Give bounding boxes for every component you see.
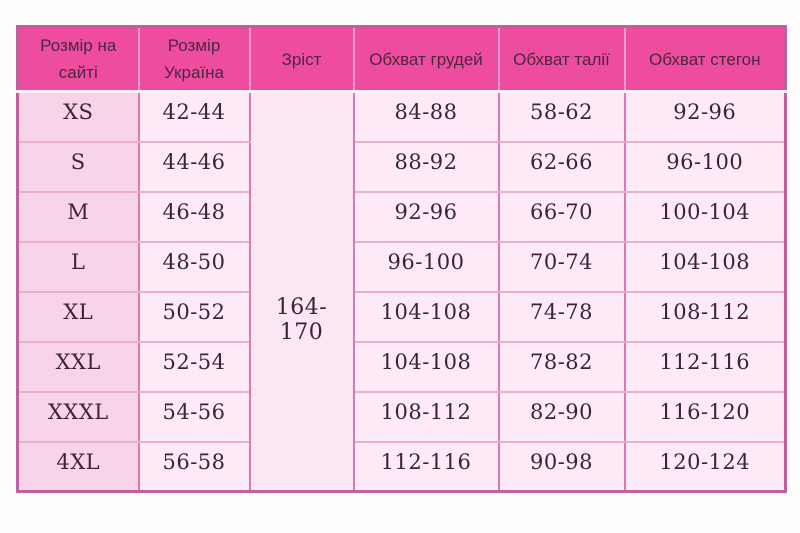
cell-hips: 92-96: [625, 92, 786, 142]
cell-chest: 84-88: [354, 92, 499, 142]
table-row-4xl: [18, 442, 786, 492]
header-waist: Обхват талії: [499, 27, 625, 92]
cell-waist: 74-78: [499, 292, 625, 342]
header-height: Зріст: [250, 27, 354, 92]
cell-hips: 100-104: [625, 192, 786, 242]
cell-hips: 108-112: [625, 292, 786, 342]
table-row-xs: [18, 92, 786, 142]
table-row-xl: [18, 292, 786, 342]
cell-waist: 62-66: [499, 142, 625, 192]
cell-site-size: M: [18, 192, 139, 242]
cell-hips: 96-100: [625, 142, 786, 192]
cell-site-size: XL: [18, 292, 139, 342]
height-value: 164-170: [275, 294, 328, 345]
cell-height-merged: [250, 92, 354, 492]
cell-waist: 82-90: [499, 392, 625, 442]
cell-hips: 116-120: [625, 392, 786, 442]
cell-site-size: XS: [18, 92, 139, 142]
cell-waist: 58-62: [499, 92, 625, 142]
cell-chest: 104-108: [354, 292, 499, 342]
cell-ua-size: 56-58: [139, 442, 250, 492]
cell-chest: 88-92: [354, 142, 499, 192]
size-chart-table: [16, 25, 787, 493]
cell-ua-size: 54-56: [139, 392, 250, 442]
cell-waist: 66-70: [499, 192, 625, 242]
header-size-ua: Розмір Україна: [139, 27, 250, 92]
cell-site-size: S: [18, 142, 139, 192]
cell-ua-size: 52-54: [139, 342, 250, 392]
cell-site-size: L: [18, 242, 139, 292]
cell-hips: 120-124: [625, 442, 786, 492]
table-row-xxxl: [18, 392, 786, 442]
cell-site-size: 4XL: [18, 442, 139, 492]
table-row-m: [18, 192, 786, 242]
header-size-site: Розмір на сайті: [18, 27, 139, 92]
cell-ua-size: 42-44: [139, 92, 250, 142]
cell-chest: 96-100: [354, 242, 499, 292]
cell-hips: 104-108: [625, 242, 786, 292]
header-chest: Обхват грудей: [354, 27, 499, 92]
header-hips: Обхват стегон: [625, 27, 786, 92]
cell-site-size: XXXL: [18, 392, 139, 442]
header-row: [18, 27, 786, 92]
cell-waist: 78-82: [499, 342, 625, 392]
cell-ua-size: 44-46: [139, 142, 250, 192]
table-row-s: [18, 142, 786, 192]
cell-ua-size: 48-50: [139, 242, 250, 292]
cell-site-size: XXL: [18, 342, 139, 392]
cell-chest: 108-112: [354, 392, 499, 442]
cell-chest: 92-96: [354, 192, 499, 242]
cell-hips: 112-116: [625, 342, 786, 392]
table-row-xxl: [18, 342, 786, 392]
cell-chest: 104-108: [354, 342, 499, 392]
table-row-l: [18, 242, 786, 292]
cell-waist: 90-98: [499, 442, 625, 492]
cell-ua-size: 50-52: [139, 292, 250, 342]
cell-waist: 70-74: [499, 242, 625, 292]
cell-ua-size: 46-48: [139, 192, 250, 242]
cell-chest: 112-116: [354, 442, 499, 492]
